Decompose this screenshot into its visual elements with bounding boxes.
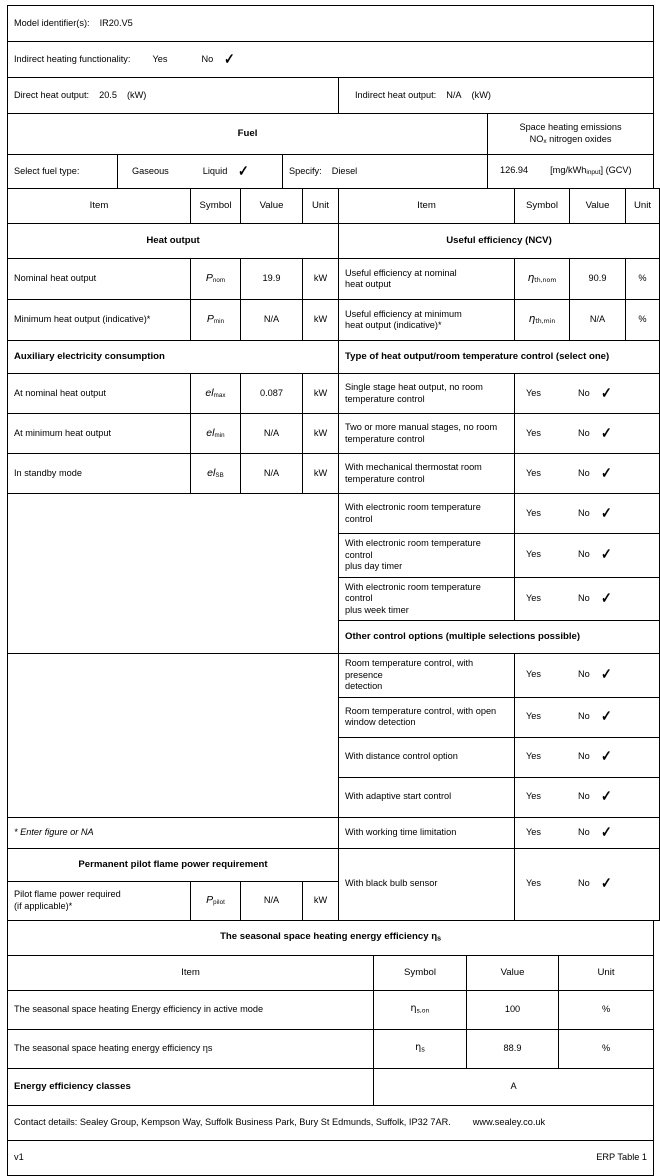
other-option-no[interactable]: No [578, 826, 590, 837]
indirect-heating-row [8, 42, 654, 78]
indirect-heat-output-label: Indirect heat output: [355, 89, 437, 100]
minimum-heat-output-unit: kW [303, 300, 339, 341]
seasonal-efficiency-table [7, 920, 654, 1176]
control-option-no[interactable]: No [578, 549, 590, 560]
contact-details [8, 1105, 654, 1140]
useful-eff-minimum-unit: % [626, 300, 660, 341]
nominal-heat-output-value: 19.9 [241, 259, 303, 300]
indirect-heating-no-check-icon: ✓ [224, 50, 235, 68]
other-option-check-icon: ✓ [600, 823, 612, 841]
aux-electricity-title: Auxiliary electricity consumption [8, 341, 339, 374]
minimum-heat-output-label: Minimum heat output (indicative)* [8, 300, 191, 341]
indirect-heating-no[interactable]: No [201, 53, 214, 64]
control-type-title: Type of heat output/room temperature control (select one) [339, 341, 660, 374]
aux-standby-label: In standby mode [8, 454, 191, 494]
other-option-yes[interactable]: Yes [526, 711, 541, 721]
fuel-table [7, 113, 654, 189]
other-option-yes[interactable]: Yes [526, 751, 541, 761]
fuel-title: Fuel [8, 114, 488, 155]
left-blank-area [8, 494, 339, 654]
other-option-no[interactable]: No [578, 791, 590, 801]
control-option-choice [515, 374, 660, 414]
control-option-yes[interactable]: Yes [526, 427, 541, 438]
fuel-select-row [8, 155, 654, 189]
other-option-yes[interactable]: Yes [526, 878, 541, 888]
indirect-heat-output-cell [339, 78, 654, 114]
select-fuel-type-label: Select fuel type: [8, 155, 118, 189]
indirect-heat-output-value: N/A [446, 89, 462, 100]
aux-standby-symbol: $el_{SB}$ [191, 454, 241, 494]
pilot-flame-value: N/A [241, 881, 303, 920]
control-option-yes[interactable]: Yes [526, 592, 541, 603]
other-control-options-title: Other control options (multiple selections possible) [339, 621, 660, 654]
table-row [8, 414, 660, 454]
other-option-choice [515, 848, 660, 920]
model-identifier-value: IR20.V5 [99, 17, 133, 28]
fuel-specify-label: Specify: [289, 165, 322, 176]
model-row [8, 6, 654, 42]
table-reference: ERP Table 1 [596, 1151, 648, 1162]
control-option-check-icon: ✓ [600, 384, 612, 402]
heat-output-title: Heat output [8, 224, 339, 259]
other-option-no[interactable]: No [578, 669, 590, 680]
control-option-yes[interactable]: Yes [526, 387, 541, 398]
useful-eff-minimum-value: N/A [570, 300, 626, 341]
control-option-no[interactable]: No [578, 467, 590, 478]
aux-standby-value: N/A [241, 454, 303, 494]
emissions-value-cell [488, 155, 654, 189]
minimum-heat-output-symbol: $P_{min}$ [191, 300, 241, 341]
other-option-choice [515, 654, 660, 698]
aux-minimum-unit: kW [303, 414, 339, 454]
pilot-flame-title: Permanent pilot flame power requirement [8, 848, 339, 881]
control-option-label: Single stage heat output, no room temperature control [339, 374, 515, 414]
table-row [8, 1029, 654, 1068]
other-option-yes[interactable]: Yes [526, 826, 541, 837]
control-option-check-icon: ✓ [600, 589, 612, 607]
fuel-specify-value[interactable]: Diesel [331, 165, 358, 176]
table-row [8, 300, 660, 341]
seasonal-active-mode-symbol: $\eta_{s,on}$ [374, 990, 467, 1029]
other-option-label: With working time limitation [339, 817, 515, 848]
energy-efficiency-classes-label: Energy efficiency classes [8, 1068, 374, 1105]
left-col-item: Item [8, 189, 191, 224]
seasonal-efficiency-unit: % [559, 1029, 654, 1068]
emissions-header-line2: $NO_x$ nitrogen oxides [529, 134, 612, 146]
contact-row [8, 1105, 654, 1140]
energy-class-row [8, 1068, 654, 1105]
page-footer [8, 1140, 654, 1175]
control-option-no[interactable]: No [578, 387, 590, 398]
seasonal-active-mode-unit: % [559, 990, 654, 1029]
table-row [8, 494, 660, 534]
company-website-link[interactable]: www.sealey.co.uk [472, 1116, 546, 1127]
heat-output-row [8, 78, 654, 114]
right-col-value: Value [570, 189, 626, 224]
pilot-flame-label: Pilot flame power required (if applicable)* [8, 881, 191, 920]
other-option-no[interactable]: No [578, 878, 590, 888]
aux-nominal-value: 0.087 [241, 374, 303, 414]
seasonal-title: The seasonal space heating energy efficiency $\eta_s$ [8, 920, 654, 955]
other-option-check-icon: ✓ [600, 666, 612, 684]
aux-minimum-value: N/A [241, 414, 303, 454]
header-table [7, 5, 654, 114]
emissions-header [488, 114, 654, 155]
other-option-no[interactable]: No [578, 751, 590, 761]
indirect-heating-cell [8, 42, 654, 78]
control-option-check-icon: ✓ [600, 464, 612, 482]
control-option-check-icon: ✓ [600, 424, 612, 442]
direct-heat-output-value: 20.5 [99, 89, 117, 100]
other-option-choice [515, 777, 660, 817]
aux-minimum-symbol: $el_{min}$ [191, 414, 241, 454]
useful-eff-minimum-label: Useful efficiency at minimum heat output (indicative)* [339, 300, 515, 341]
control-option-choice [515, 494, 660, 534]
seasonal-col-symbol: Symbol [374, 955, 467, 990]
other-option-choice [515, 697, 660, 737]
aux-nominal-symbol: $el_{max}$ [191, 374, 241, 414]
useful-eff-nominal-symbol: $\eta_{th,nom}$ [515, 259, 570, 300]
aux-minimum-label: At minimum heat output [8, 414, 191, 454]
other-option-check-icon: ✓ [600, 788, 612, 805]
other-option-check-icon: ✓ [600, 748, 612, 765]
subsection-title-row [8, 341, 660, 374]
right-col-symbol: Symbol [515, 189, 570, 224]
seasonal-header-row [8, 955, 654, 990]
seasonal-efficiency-label: The seasonal space heating energy efficiency ηs [8, 1029, 374, 1068]
useful-eff-nominal-unit: % [626, 259, 660, 300]
pilot-flame-symbol: $P_{pilot}$ [191, 881, 241, 920]
document-version: v1 [14, 1151, 24, 1162]
control-option-no[interactable]: No [578, 507, 590, 518]
other-option-choice [515, 737, 660, 777]
control-option-label: With mechanical thermostat room temperature control [339, 454, 515, 494]
control-option-choice [515, 577, 660, 621]
useful-eff-nominal-label: Useful efficiency at nominal heat output [339, 259, 515, 300]
aux-standby-unit: kW [303, 454, 339, 494]
control-option-no[interactable]: No [578, 592, 590, 603]
other-option-label: With distance control option [339, 737, 515, 777]
seasonal-efficiency-symbol: $\eta_s$ [374, 1029, 467, 1068]
pilot-title-row [8, 848, 660, 881]
fuel-type-gaseous[interactable]: Gaseous [132, 165, 169, 176]
useful-eff-nominal-value: 90.9 [570, 259, 626, 300]
model-identifier-cell [8, 6, 654, 42]
fuel-type-liquid[interactable]: Liquid [202, 165, 228, 176]
column-header-row [8, 189, 660, 224]
table-row [8, 817, 660, 848]
control-option-check-icon: ✓ [600, 546, 612, 564]
control-option-label: With electronic room temperature control [339, 494, 515, 534]
emissions-unit: [mg/kWh$_{input}$] (GCV) [550, 165, 632, 177]
control-option-yes[interactable]: Yes [526, 467, 541, 478]
emissions-header-line1: Space heating emissions [519, 121, 622, 132]
direct-heat-output-label: Direct heat output: [14, 89, 90, 100]
control-option-no[interactable]: No [578, 427, 590, 438]
useful-efficiency-title: Useful efficiency (NCV) [339, 224, 660, 259]
table-row [8, 374, 660, 414]
table-row [8, 259, 660, 300]
left-col-symbol: Symbol [191, 189, 241, 224]
other-option-label: Room temperature control, with open window detection [339, 697, 515, 737]
nominal-heat-output-symbol: $P_{nom}$ [191, 259, 241, 300]
other-option-choice [515, 817, 660, 848]
main-body-table [7, 188, 660, 921]
fuel-type-options [118, 155, 283, 189]
control-option-label: Two or more manual stages, no room temperature control [339, 414, 515, 454]
contact-details-text: Contact details: Sealey Group, Kempson Way, Suffolk Business Park, Bury St Edmunds, Suffolk, IP32 7AR. [14, 1116, 451, 1127]
other-option-check-icon: ✓ [600, 875, 612, 892]
control-option-yes[interactable]: Yes [526, 507, 541, 518]
aux-nominal-label: At nominal heat output [8, 374, 191, 414]
table-row [8, 654, 660, 698]
left-col-value: Value [241, 189, 303, 224]
seasonal-col-unit: Unit [559, 955, 654, 990]
control-option-check-icon: ✓ [600, 504, 612, 522]
pilot-flame-unit: kW [303, 881, 339, 920]
control-option-choice [515, 454, 660, 494]
seasonal-col-value: Value [467, 955, 559, 990]
right-col-item: Item [339, 189, 515, 224]
control-option-yes[interactable]: Yes [526, 549, 541, 560]
fuel-specify-cell [283, 155, 488, 189]
left-blank-area-2 [8, 654, 339, 818]
fuel-type-liquid-check-icon: ✓ [238, 162, 249, 180]
seasonal-efficiency-value: 88.9 [467, 1029, 559, 1068]
direct-heat-output-unit: (kW) [126, 89, 147, 100]
seasonal-active-mode-value: 100 [467, 990, 559, 1029]
model-identifier-label: Model identifier(s): [14, 17, 90, 28]
right-col-unit: Unit [626, 189, 660, 224]
control-option-choice [515, 414, 660, 454]
seasonal-active-mode-label: The seasonal space heating Energy efficiency in active mode [8, 990, 374, 1029]
direct-heat-output-cell [8, 78, 339, 114]
minimum-heat-output-value: N/A [241, 300, 303, 341]
control-option-label: With electronic room temperature control plus day timer [339, 534, 515, 578]
nominal-heat-output-unit: kW [303, 259, 339, 300]
emissions-value: 126.94 [500, 165, 529, 176]
other-option-label: With black bulb sensor [339, 848, 515, 920]
other-option-no[interactable]: No [578, 711, 590, 721]
other-option-label: Room temperature control, with presence detection [339, 654, 515, 698]
fuel-title-row [8, 114, 654, 155]
indirect-heating-label: Indirect heating functionality: [14, 53, 131, 64]
footnote-enter-figure: * Enter figure or NA [8, 817, 339, 848]
seasonal-col-item: Item [8, 955, 374, 990]
control-option-label: With electronic room temperature control plus week timer [339, 577, 515, 621]
useful-eff-minimum-symbol: $\eta_{th,min}$ [515, 300, 570, 341]
indirect-heating-yes[interactable]: Yes [152, 53, 168, 64]
other-option-yes[interactable]: Yes [526, 791, 541, 801]
nominal-heat-output-label: Nominal heat output [8, 259, 191, 300]
seasonal-title-row [8, 920, 654, 955]
section-title-row [8, 224, 660, 259]
aux-nominal-unit: kW [303, 374, 339, 414]
indirect-heat-output-unit: (kW) [471, 89, 491, 100]
table-row [8, 990, 654, 1029]
left-col-unit: Unit [303, 189, 339, 224]
control-option-choice [515, 534, 660, 578]
other-option-check-icon: ✓ [600, 708, 612, 725]
energy-efficiency-class-value: A [374, 1068, 654, 1105]
other-option-label: With adaptive start control [339, 777, 515, 817]
other-option-yes[interactable]: Yes [526, 669, 541, 680]
footer-row [8, 1140, 654, 1175]
table-row [8, 454, 660, 494]
